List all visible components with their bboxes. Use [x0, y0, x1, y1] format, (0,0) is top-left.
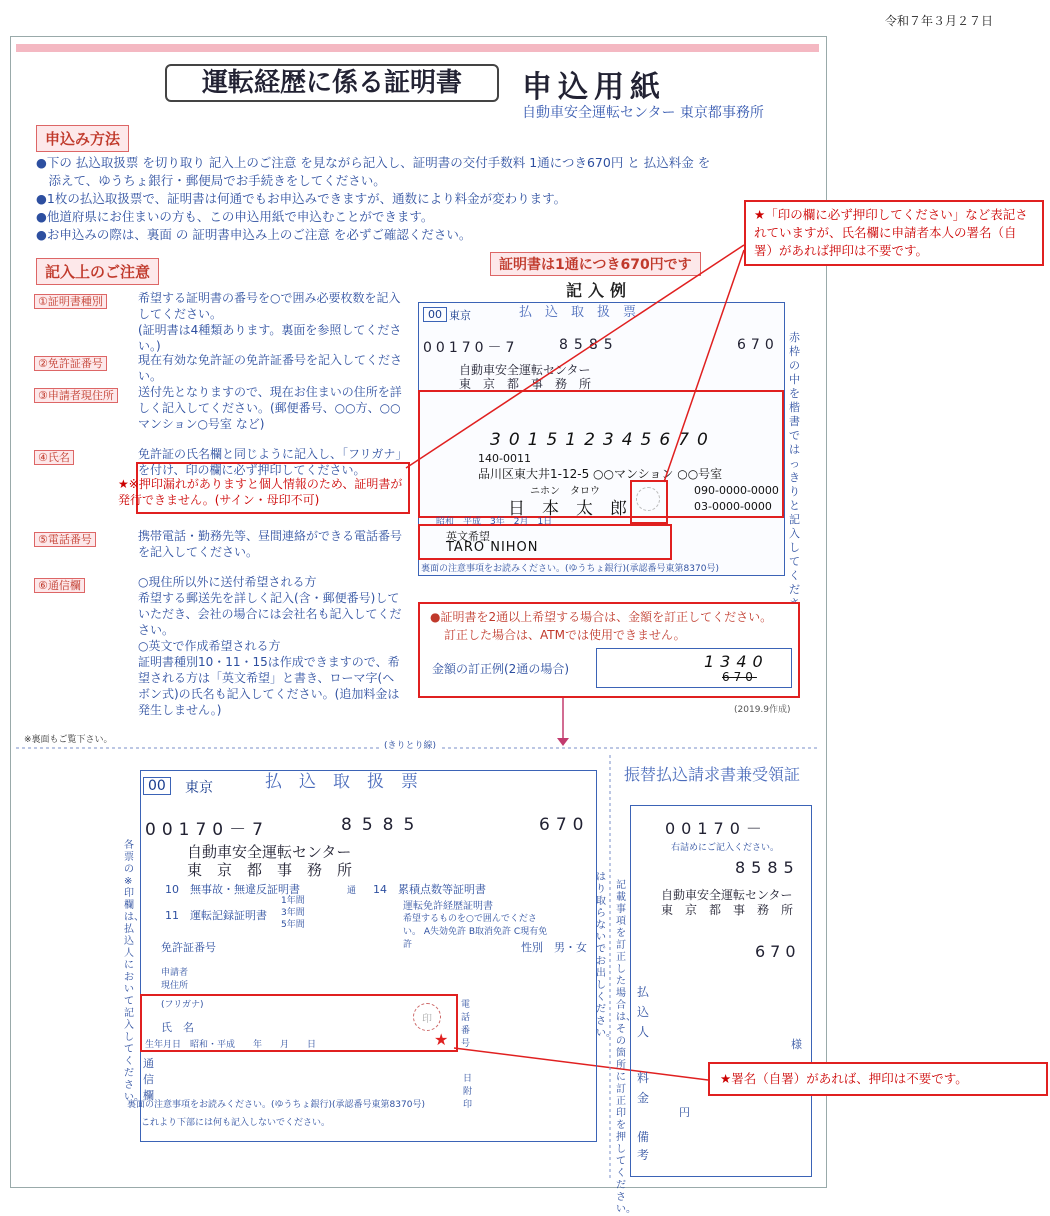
ex-amount: 670 — [737, 337, 779, 353]
caution-text: 免許証の氏名欄と同じように記入し、「フリガナ」を付け、印の欄に必ず押印してください。 — [138, 447, 402, 477]
callout-bottom: ★署名（自署）があれば、押印は不要です。 — [708, 1062, 1048, 1096]
receipt-fee-label: 料 金 — [637, 1071, 662, 1105]
receipt-sama: 様 — [791, 1038, 802, 1051]
blank-left-vert: 各票の※印欄は、払込人において記入してください。 — [124, 840, 144, 1103]
receipt-remarks-label: 備 考 — [637, 1130, 662, 1162]
correction-old: 670 — [722, 670, 757, 684]
ex-birth: 昭和 平成 3年 2月 1日 — [436, 517, 553, 527]
blank-amount: 670 — [539, 815, 590, 835]
receipt-amount: 670 — [755, 942, 801, 961]
caution-text: 送付先となりますので、現在お住まいの住所を詳しく記入してください。(郵便番号、○○方、○○マンション○号室 など) — [138, 385, 402, 431]
method-line: ●下の 払込取扱票 を切り取り 記入上のご注意 を見ながら記入し、証明書の交付手数料 1通につき670円 と 払込料金 を — [36, 155, 711, 170]
blank-stamp-label: 印 — [422, 1014, 432, 1025]
blank-footer: 裏面の注意事項をお読みください。(ゆうちょ銀行)(承認番号東第8370号) — [127, 1100, 425, 1110]
correction-amount: 1340 — [704, 652, 769, 671]
ex-tel2: 03-0000-0000 — [694, 500, 772, 513]
ex-account: 00170－7 — [423, 340, 519, 356]
caution-text: ○現住所以外に送付希望される方 希望する郵送先を詳しく記入(含・郵便番号)していただき、会社の場合には会社名も記入してください。 ○英文で作成希望される方 証明書種別10・11・15は作成できますので、希望される方は「英文希望」と書き、ローマ字(ヘボン式)の氏名も記入してください。(追加料金は発生しません。) — [138, 575, 402, 717]
blank-row15-note: 希望するものを○で囲んでください。 A失効免許 B取消免許 C現有免許 — [403, 914, 548, 950]
price-banner: 証明書は1通につき670円です — [490, 252, 701, 276]
blank-row15: 運転免許経歴証明書 — [403, 901, 493, 912]
blank-license-label: 免許証番号 — [161, 941, 216, 954]
blank-star-icon: ★ — [434, 1030, 449, 1049]
blank-payee: 自動車安全運転センター — [187, 843, 352, 861]
ex-pref: 東京 — [449, 309, 471, 322]
blank-account2: 8585 — [341, 815, 425, 835]
blank-account: 00170－7 — [145, 820, 269, 840]
blank-birth-label: 生年月日 昭和・平成 年 月 日 — [145, 1040, 317, 1050]
blank-periods: 1年間 3年間 5年間 — [281, 896, 305, 930]
ex-license: 301512345670 — [490, 430, 716, 450]
receipt-title: 振替払込請求書兼受領証 — [624, 765, 801, 784]
caution-text: 携帯電話・勤務先等、昼間連絡ができる電話番号を記入してください。 — [138, 529, 403, 559]
receipt-payer-label: 払 込 人 — [637, 985, 662, 1039]
blank-code: 00 — [143, 777, 171, 795]
blank-date-label: 日附印 — [463, 1074, 473, 1110]
ex-footer: 裏面の注意事項をお読みください。(ゆうちょ銀行)(承認番号東第8370号) — [421, 564, 719, 574]
blank-payee2: 東 京 都 事 務 所 — [187, 861, 353, 879]
blank-title: 払 込 取 扱 票 — [265, 772, 418, 792]
method-line: ●他道府県にお住まいの方も、この申込用紙で申込むことができます。 — [36, 209, 434, 224]
leader-line-top-1 — [406, 245, 744, 468]
caution-label: ④氏名 — [34, 450, 74, 465]
ex-name: 日 本 太 郎 — [508, 499, 627, 519]
blank-pref: 東京 — [185, 780, 213, 796]
ex-address: 品川区東大井1-12-5 ○○マンション ○○号室 — [478, 467, 723, 481]
ex-code: 00 — [423, 307, 447, 322]
blank-footer2: これより下部には何も記入しないでください。 — [141, 1118, 331, 1128]
blank-row10: 10 無事故・無違反証明書 — [165, 883, 300, 896]
ex-tel1: 090-0000-0000 — [694, 484, 779, 497]
method-heading: 申込み方法 — [36, 125, 129, 152]
caution-text: 希望する証明書の番号を○で囲み必要枚数を記入してください。 (証明書は4種類あります。裏面を参照してください。) — [138, 291, 402, 353]
ex-account2: 8585 — [559, 337, 619, 353]
leader-line-top-2 — [664, 250, 744, 482]
caution-label: ①証明書種別 — [34, 294, 107, 309]
receipt-account2: 8585 — [735, 858, 800, 877]
blank-row14: 14 累積点数等証明書 — [373, 883, 486, 896]
correction-example-label: 金額の訂正例(2通の場合) — [432, 662, 569, 676]
ex-furigana: ニホン タロウ — [530, 486, 600, 497]
receipt-account: 00170－ — [665, 819, 768, 838]
ex-payee2: 東 京 都 事 務 所 — [459, 377, 592, 391]
receipt-yen: 円 — [679, 1106, 690, 1119]
blank-furigana-label: (フリガナ) — [161, 1000, 204, 1010]
blank-red-frame — [140, 994, 458, 1052]
ex-english-name: TARO NIHON — [446, 540, 539, 555]
caution-label: ⑤電話番号 — [34, 532, 96, 547]
example-heading: 記入例 — [566, 281, 633, 300]
arrow-head — [557, 738, 569, 746]
receipt-note: 右詰めにご記入ください。 — [671, 843, 780, 853]
blank-sex: 性別 男・女 — [521, 941, 587, 954]
blank-tsu: 通 — [347, 886, 357, 896]
receipt-vert-note: 記載事項を訂正した場合は、その箇所に訂正印を押してください。 — [616, 880, 636, 1215]
date: 令和７年３月２７日 — [885, 14, 994, 28]
blank-row11: 11 運転記録証明書 — [165, 909, 267, 922]
correction-line2: 訂正した場合は、ATMでは使用できません。 — [444, 628, 686, 642]
caution-label: ②免許証番号 — [34, 356, 107, 371]
caution-text: 現在有効な免許証の免許証番号を記入してください。 — [138, 353, 403, 383]
blank-mid-vert: はり取らないでお出しください。 — [596, 872, 616, 1039]
method-line: ●お申込みの際は、裏面 の 証明書申込み上のご注意 を必ずご確認ください。 — [36, 227, 472, 242]
title-main: 運転経歴に係る証明書 — [201, 68, 462, 98]
ex-english-note: 英文希望 — [446, 530, 490, 543]
title-sub: 申込用紙 — [522, 70, 666, 105]
blank-tel-label: 電話番号 — [461, 1000, 471, 1049]
method-line: ●1枚の払込取扱票で、証明書は何通でもお申込みできますが、通数により料金が変わります。 — [36, 191, 567, 206]
warn-text: ★※押印漏れがありますと個人情報のため、証明書が発行できません。(サイン・母印不可) — [118, 477, 403, 507]
blank-comm-label: 通信欄 — [143, 1057, 154, 1102]
receipt-payee: 自動車安全運転センター — [661, 888, 793, 902]
ex-form-title: 払 込 取 扱 票 — [519, 305, 637, 320]
receipt-form — [630, 805, 812, 1177]
blank-address-label: 申請者現住所 — [161, 968, 189, 991]
correction-line1: ●証明書を2通以上希望する場合は、金額を訂正してください。 — [430, 610, 773, 624]
ex-payee: 自動車安全運転センター — [459, 363, 591, 377]
ex-zip: 140-0011 — [478, 452, 531, 465]
org-name: 自動車安全運転センター 東京都事務所 — [522, 105, 764, 121]
blank-name-label: 氏 名 — [161, 1021, 194, 1034]
caution-label: ⑥通信欄 — [34, 578, 85, 593]
cut-line-label: (きりとり線) — [380, 738, 440, 751]
callout-top: ★「印の欄に必ず押印してください」など表記されていますが、氏名欄に申請者本人の署名（自署）があれば押印は不要です。 — [744, 200, 1044, 266]
receipt-payee2: 東 京 都 事 務 所 — [661, 903, 794, 917]
correction-made: (2019.9作成) — [734, 705, 791, 715]
caution-label: ③申請者現住所 — [34, 388, 118, 403]
back-note: ※裏面もご覧下さい。 — [24, 735, 113, 745]
caution-heading: 記入上のご注意 — [36, 258, 159, 285]
method-line: 添えて、ゆうちょ銀行・郵便局でお手続きをしてください。 — [36, 173, 386, 188]
ex-side-note: 赤枠の中を楷書ではっきりと記入してくだ — [789, 331, 800, 596]
